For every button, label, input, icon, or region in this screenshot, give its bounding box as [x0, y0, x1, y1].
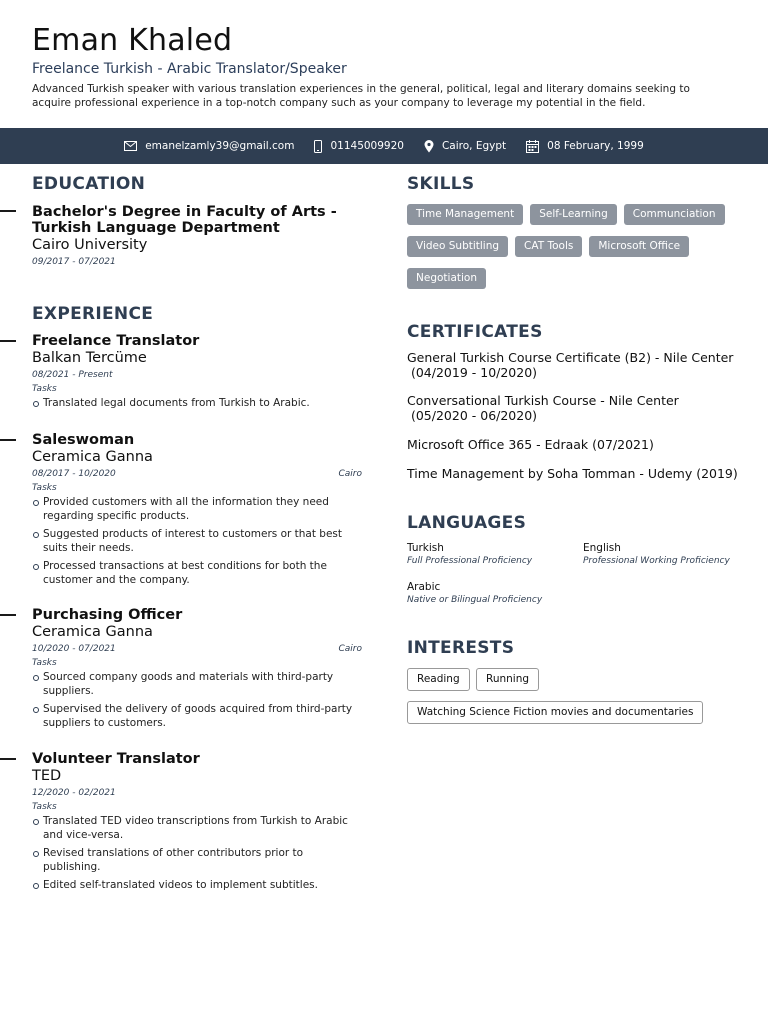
skill-tag: Microsoft Office	[589, 236, 689, 257]
experience-heading: EXPERIENCE	[32, 304, 154, 324]
skill-tag: Self-Learning	[530, 204, 617, 225]
tasks-label: Tasks	[32, 483, 57, 493]
timeline-marker	[0, 439, 16, 441]
tasks-label: Tasks	[32, 384, 57, 394]
contact-bar	[0, 128, 768, 164]
task-item: Revised translations of other contributors prior to publishing.	[32, 847, 362, 874]
task-item: Sourced company goods and materials with third-party suppliers.	[32, 671, 362, 698]
language-name: Turkish	[407, 542, 444, 554]
certificates-heading: CERTIFICATES	[407, 322, 543, 342]
job-dates: 10/2020 - 07/2021	[32, 644, 116, 654]
task-item: Supervised the delivery of goods acquired from third-party suppliers to customers.	[32, 703, 362, 730]
experience-entry	[32, 751, 362, 898]
certificate-item	[407, 393, 747, 423]
certificate-name: General Turkish Course Certificate (B2) - Nile Center	[407, 350, 734, 365]
interest-tag: Running	[476, 668, 539, 691]
degree-line-2: Turkish Language Department	[32, 220, 280, 236]
interests-heading: INTERESTS	[407, 638, 515, 658]
language-item	[407, 581, 542, 605]
skill-tag: Communciation	[624, 204, 725, 225]
task-item: Translated legal documents from Turkish to Arabic.	[32, 397, 362, 411]
job-dates: 12/2020 - 02/2021	[32, 788, 116, 798]
phone-icon	[314, 140, 322, 153]
certificate-name: Time Management by Soha Tomman - Udemy (2019)	[407, 466, 738, 481]
education-entry	[32, 204, 362, 267]
birthdate-text: 08 February, 1999	[547, 140, 644, 152]
company-name: Balkan Tercüme	[32, 350, 147, 366]
timeline-marker	[0, 614, 16, 616]
contact-email[interactable]	[124, 140, 294, 152]
company-name: Ceramica Ganna	[32, 449, 153, 465]
job-title: Saleswoman	[32, 432, 135, 448]
task-list	[32, 397, 362, 411]
candidate-name: Eman Khaled	[32, 23, 233, 58]
job-location: Cairo	[338, 469, 362, 479]
certificate-dates: (04/2019 - 10/2020)	[407, 365, 538, 380]
task-item: Processed transactions at best conditions for both the customer and the company.	[32, 560, 362, 587]
location-text: Cairo, Egypt	[441, 140, 507, 152]
envelope-icon	[124, 141, 137, 151]
task-list	[32, 496, 362, 587]
interest-tag: Reading	[407, 668, 470, 691]
task-item: Suggested products of interest to customers or that best suits their needs.	[32, 528, 362, 555]
job-title: Freelance Translator	[32, 333, 200, 349]
language-level: Professional Working Proficiency	[583, 556, 730, 566]
certificate-item	[407, 466, 747, 481]
job-dates: 08/2017 - 10/2020	[32, 469, 116, 479]
job-location: Cairo	[338, 644, 362, 654]
task-item: Provided customers with all the information they need regarding specific products.	[32, 496, 362, 523]
education-heading: EDUCATION	[32, 174, 146, 194]
language-level: Native or Bilingual Proficiency	[407, 595, 543, 605]
timeline-marker	[0, 210, 16, 212]
job-title: Freelance Turkish - Arabic Translator/Speaker	[32, 61, 347, 77]
resume-header	[32, 22, 732, 110]
education-dates: 09/2017 - 07/2021	[32, 257, 116, 267]
degree-line-1: Bachelor's Degree in Faculty of Arts -	[32, 204, 337, 220]
task-item: Translated TED video transcriptions from Turkish to Arabic and vice-versa.	[32, 815, 362, 842]
experience-entry	[32, 333, 362, 416]
certificate-item	[407, 350, 747, 380]
location-pin-icon	[424, 140, 434, 153]
certificate-item	[407, 437, 747, 452]
contact-phone[interactable]	[314, 140, 404, 153]
calendar-icon	[526, 140, 539, 153]
certificate-name: Conversational Turkish Course - Nile Center	[407, 393, 679, 408]
skills-list	[407, 204, 747, 300]
skill-tag: CAT Tools	[515, 236, 582, 257]
interest-tag: Watching Science Fiction movies and documentaries	[407, 701, 703, 724]
phone-text: 01145009920	[330, 140, 404, 152]
experience-entry	[32, 432, 362, 592]
task-item: Edited self-translated videos to implement subtitles.	[32, 879, 362, 893]
task-list	[32, 815, 362, 893]
tasks-label: Tasks	[32, 802, 57, 812]
summary: Advanced Turkish speaker with various translation experiences in the general, political, legal and literary domains seeking to acquire professional experience in a top-notch company such as your company to leverage my potential in the field.	[32, 83, 690, 109]
language-name: English	[583, 542, 621, 554]
skill-tag: Time Management	[407, 204, 523, 225]
skill-tag: Video Subtitling	[407, 236, 508, 257]
skill-tag: Negotiation	[407, 268, 486, 289]
experience-entry	[32, 607, 362, 735]
language-item	[583, 542, 730, 566]
company-name: TED	[32, 768, 62, 784]
company-name: Ceramica Ganna	[32, 624, 153, 640]
timeline-marker	[0, 340, 16, 342]
school-name: Cairo University	[32, 237, 148, 253]
language-level: Full Professional Proficiency	[407, 556, 533, 566]
email-text: emanelzamly39@gmail.com	[145, 140, 295, 152]
contact-location	[424, 140, 506, 153]
job-title: Volunteer Translator	[32, 751, 200, 767]
certificate-name: Microsoft Office 365 - Edraak (07/2021)	[407, 437, 654, 452]
skills-heading: SKILLS	[407, 174, 475, 194]
task-list	[32, 671, 362, 730]
tasks-label: Tasks	[32, 658, 57, 668]
timeline-marker	[0, 758, 16, 760]
contact-birthdate	[526, 140, 644, 153]
language-name: Arabic	[407, 581, 441, 593]
job-dates: 08/2021 - Present	[32, 370, 113, 380]
language-item	[407, 542, 532, 566]
languages-heading: LANGUAGES	[407, 513, 527, 533]
job-title: Purchasing Officer	[32, 607, 183, 623]
certificate-dates: (05/2020 - 06/2020)	[407, 408, 538, 423]
